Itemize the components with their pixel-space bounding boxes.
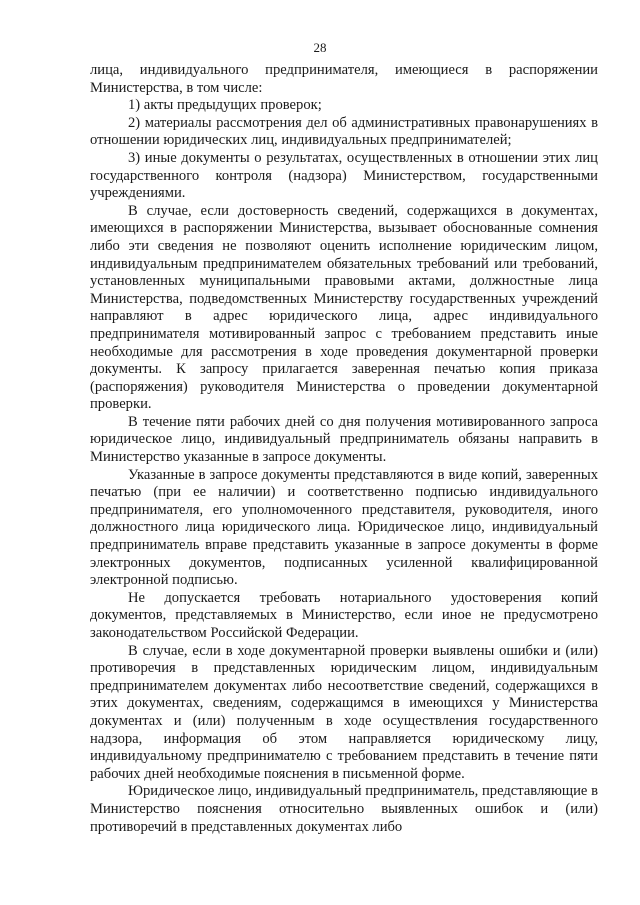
document-body bbox=[90, 62, 598, 836]
page-number: 28 bbox=[313, 40, 327, 55]
list-item: 1) акты предыдущих проверок; bbox=[128, 97, 322, 114]
list-item: 3) иные документы о результатах, осуществленных в отношении этих лиц государственного контроля (надзора) Министерством, государственными учреждениями. bbox=[90, 149, 598, 202]
paragraph: В случае, если в ходе документарной проверки выявлены ошибки и (или) противоречия в представленных юридическим лицом, индивидуальным предпринимателем документах либо несоответствие сведений, содержащихся в этих документах, сведениям, содержащимся в имеющихся у Министерства документах и (или) полученным в ходе осуществления государственного надзора, информация об этом направляется юридическому лицу, индивидуальному предпринимателю с требованием представить в течение пяти рабочих дней необходимые пояснения в письменной форме. bbox=[90, 642, 598, 782]
paragraph: Не допускается требовать нотариального удостоверения копий документов, представляемых в Министерство, если иное не предусмотрено законодательством Российской Федерации. bbox=[90, 589, 598, 641]
list-item: 2) материалы рассмотрения дел об административных правонарушениях в отношении юридических лиц, индивидуальных предпринимателей; bbox=[90, 114, 598, 149]
paragraph: Юридическое лицо, индивидуальный предприниматель, представляющие в Министерство пояснения относительно выявленных ошибок и (или) противоречий в представленных документах либо bbox=[90, 783, 598, 835]
paragraph: Указанные в запросе документы представляются в виде копий, заверенных печатью (при ее наличии) и соответственно подписью индивидуального предпринимателя, его уполномоченного представителя, руководителя, иного должностного лица юридического лица. Юридическое лицо, индивидуальный предприниматель вправе представить указанные в запросе документы в форме электронных документов, подписанных усиленной квалифицированной электронной подписью. bbox=[90, 466, 598, 589]
paragraph: лица, индивидуального предпринимателя, имеющиеся в распоряжении Министерства, в том числе: bbox=[90, 62, 598, 96]
paragraph: В течение пяти рабочих дней со дня получения мотивированного запроса юридическое лицо, индивидуальный предприниматель обязаны направить в Министерство указанные в запросе документы. bbox=[90, 413, 598, 466]
paragraph: В случае, если достоверность сведений, содержащихся в документах, имеющихся в распоряжении Министерства, вызывает обоснованные сомнения либо эти сведения не позволяют оценить исполнение юридическим лицом, индивидуальным предпринимателем обязательных требований или требований, установленных муниципальными правовыми актами, должностные лица Министерства, подведомственных Министерству государственных учреждений направляют в адрес юридического лица, адрес индивидуального предпринимателя мотивированный запрос с требованием представить иные необходимые для рассмотрения в ходе проведения документарной проверки документы. К запросу прилагается заверенная печатью копия приказа (распоряжения) руководителя Министерства о проведении документарной проверки. bbox=[90, 202, 598, 413]
